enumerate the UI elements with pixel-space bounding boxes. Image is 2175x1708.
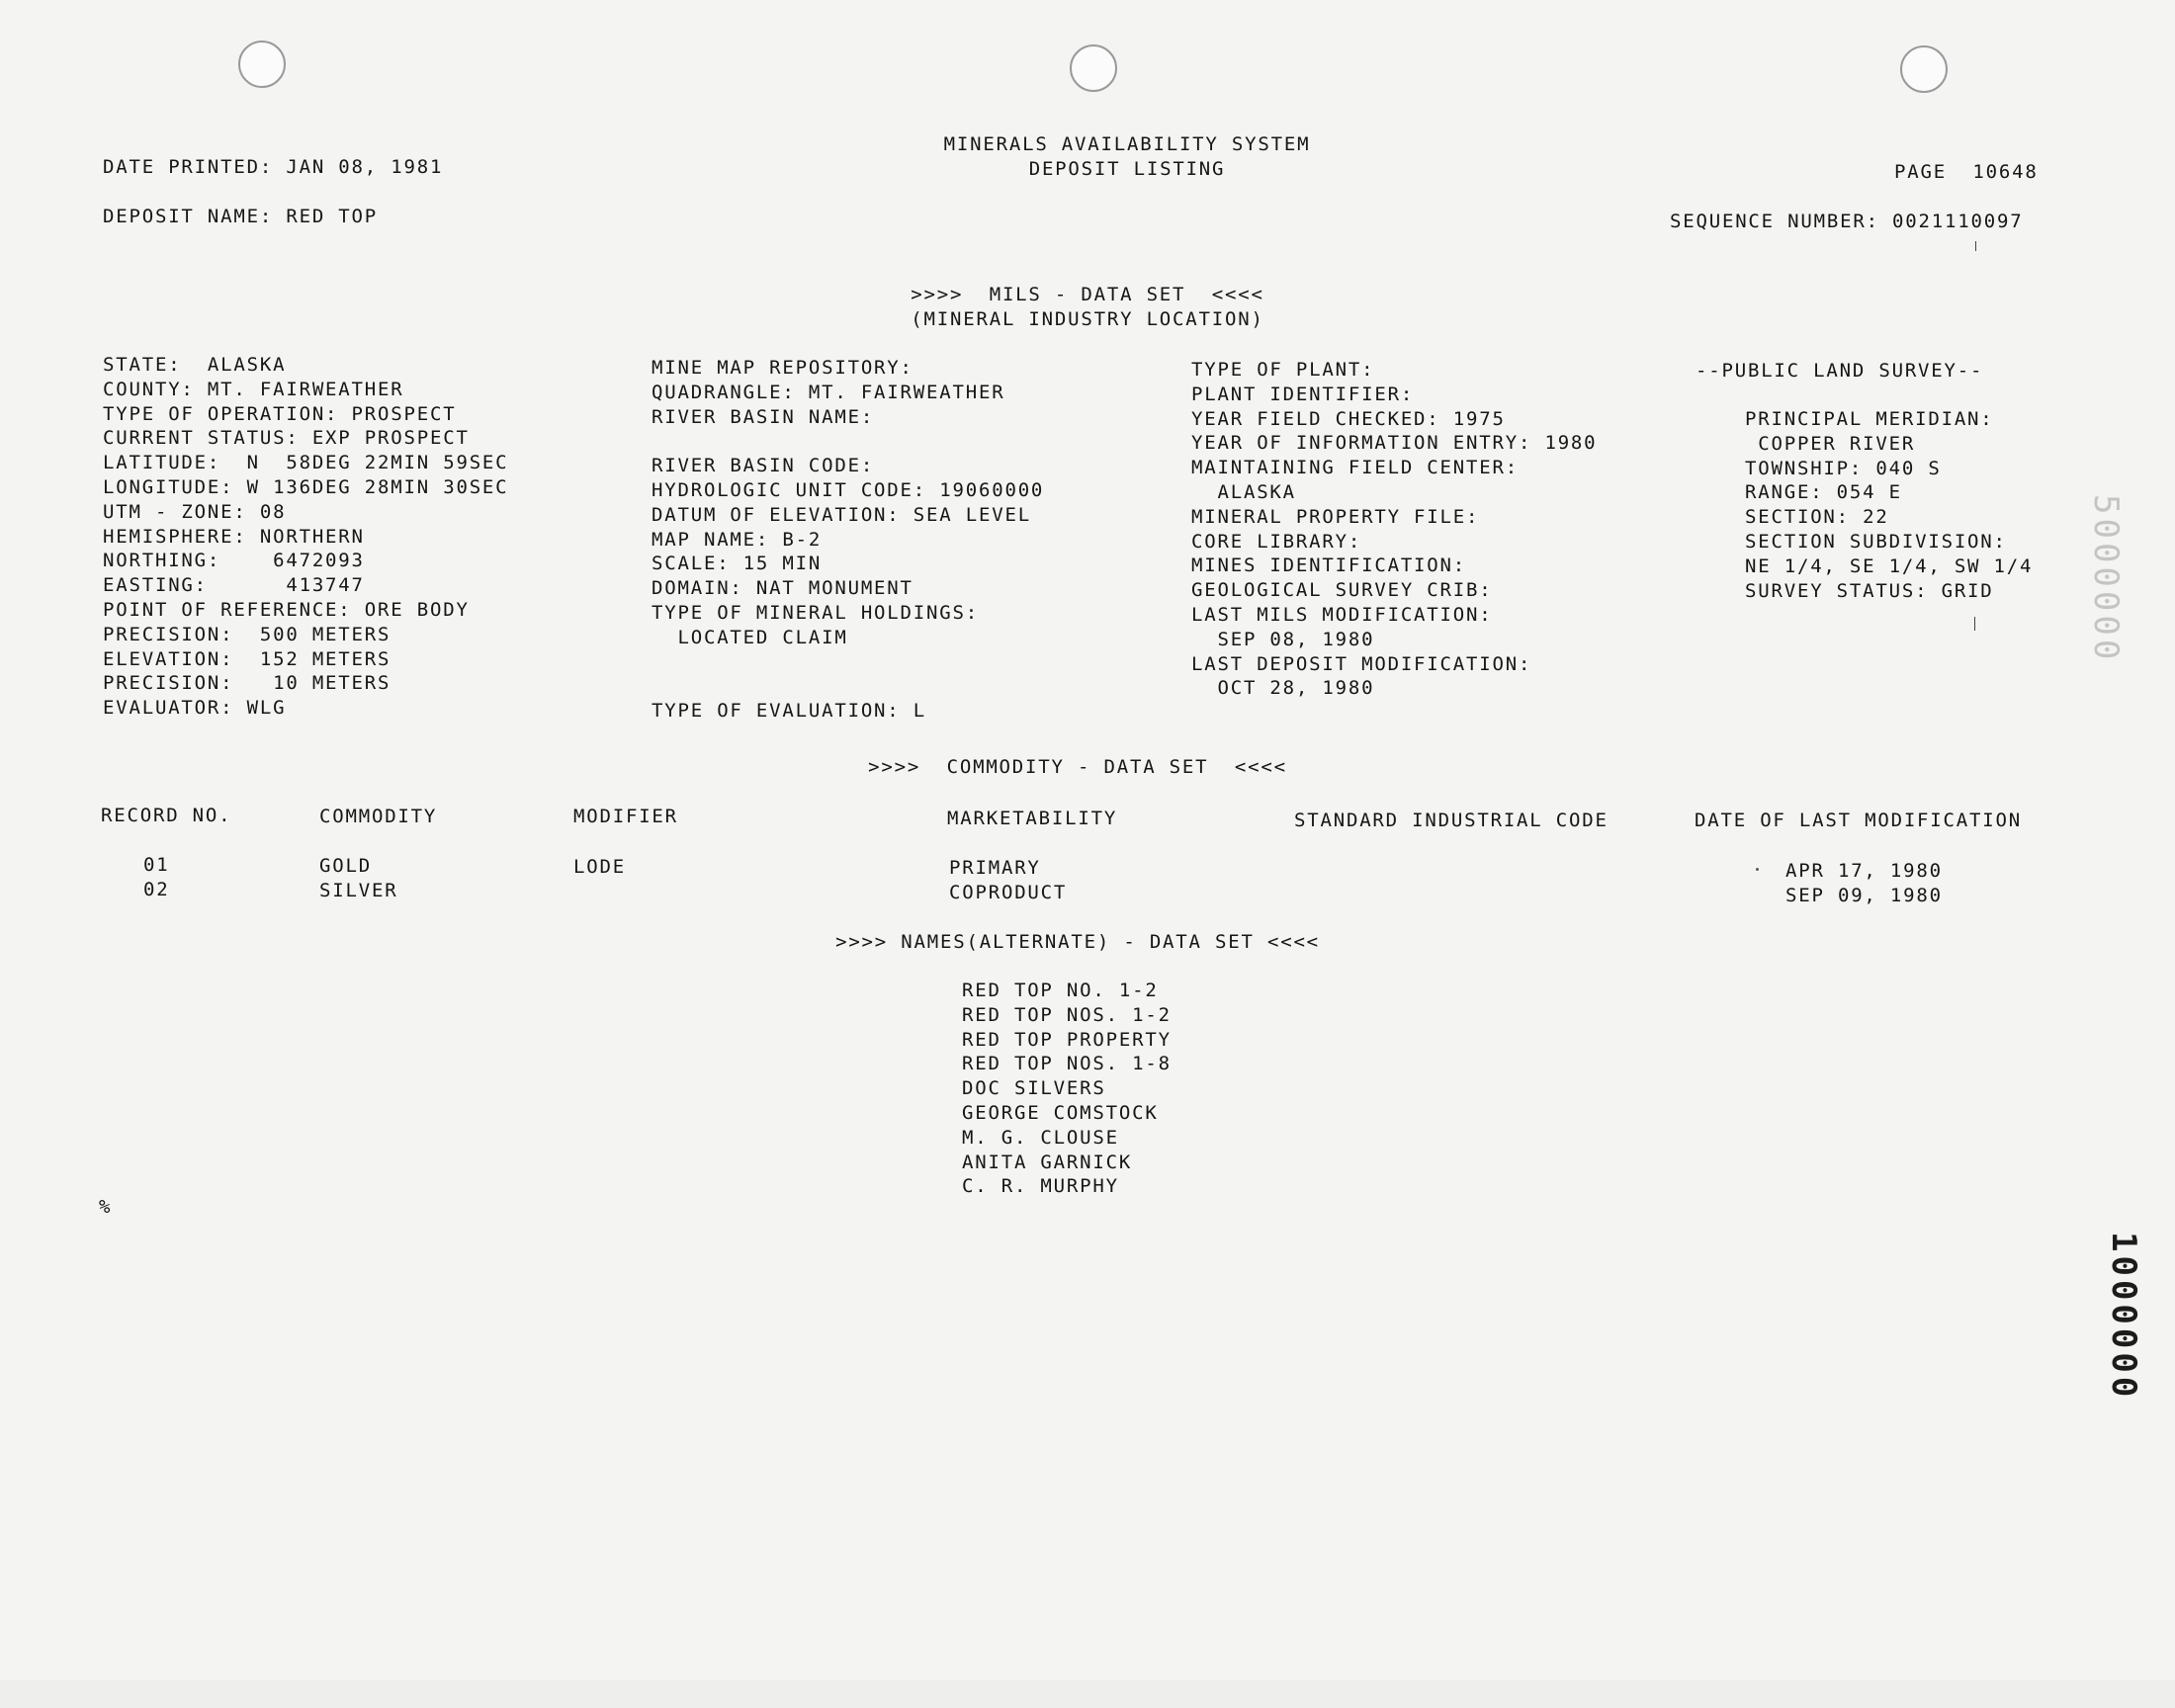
cell-date-modified: SEP 09, 1980 bbox=[1785, 885, 1943, 906]
field-last-mils-modification: LAST MILS MODIFICATION: bbox=[1191, 603, 1493, 626]
faint-stamp-number: 5000000 bbox=[2086, 494, 2126, 664]
mils-subtitle: (MINERAL INDUSTRY LOCATION) bbox=[911, 308, 1264, 330]
field-section-subdivision-value: NE 1/4, SE 1/4, SW 1/4 bbox=[1745, 555, 2034, 577]
listing-title: DEPOSIT LISTING bbox=[1028, 158, 1226, 180]
public-land-survey-column bbox=[1745, 407, 2033, 603]
field-operation-type: TYPE OF OPERATION: PROSPECT bbox=[103, 402, 457, 425]
cell-record: 01 bbox=[143, 854, 170, 876]
col-header-date-modified: DATE OF LAST MODIFICATION bbox=[1695, 810, 2022, 831]
col-header-record: RECORD NO. bbox=[101, 805, 232, 826]
sequence-number: SEQUENCE NUMBER: 0021110097 bbox=[1670, 211, 2024, 232]
field-mines-identification: MINES IDENTIFICATION: bbox=[1191, 555, 1467, 577]
spacer-line bbox=[652, 650, 1044, 675]
field-plant-type: TYPE OF PLANT: bbox=[1191, 359, 1375, 381]
system-title: MINERALS AVAILABILITY SYSTEM bbox=[943, 133, 1311, 155]
field-hemisphere: HEMISPHERE: NORTHERN bbox=[103, 525, 365, 548]
field-maintaining-field-center: MAINTAINING FIELD CENTER: bbox=[1191, 457, 1519, 479]
field-scale: SCALE: 15 MIN bbox=[652, 553, 823, 575]
cell-date-modified: APR 17, 1980 bbox=[1785, 860, 1943, 882]
binder-hole-right bbox=[1900, 45, 1948, 93]
field-evaluator: EVALUATOR: WLG bbox=[103, 697, 287, 720]
print-speck bbox=[1756, 868, 1759, 871]
list-item: M. G. CLOUSE bbox=[962, 1126, 1119, 1149]
list-item: RED TOP NO. 1-2 bbox=[962, 980, 1159, 1001]
col-header-marketability: MARKETABILITY bbox=[947, 808, 1118, 829]
col-header-modifier: MODIFIER bbox=[573, 806, 678, 827]
field-year-information-entry: YEAR OF INFORMATION ENTRY: 1980 bbox=[1191, 432, 1598, 455]
field-elevation: ELEVATION: 152 METERS bbox=[103, 647, 392, 670]
binder-hole-left bbox=[238, 41, 286, 88]
field-core-library: CORE LIBRARY: bbox=[1191, 530, 1362, 553]
list-item: ANITA GARNICK bbox=[962, 1151, 1133, 1173]
list-item: DOC SILVERS bbox=[962, 1077, 1106, 1100]
field-section-subdivision: SECTION SUBDIVISION: bbox=[1745, 530, 2007, 553]
field-precision-location: PRECISION: 500 METERS bbox=[103, 623, 392, 645]
field-mineral-property-file: MINERAL PROPERTY FILE: bbox=[1191, 505, 1480, 528]
field-township: TOWNSHIP: 040 S bbox=[1745, 457, 1942, 479]
names-title: >>>> NAMES(ALTERNATE) - DATA SET <<<< bbox=[835, 931, 1320, 953]
field-plant-identifier: PLANT IDENTIFIER: bbox=[1191, 383, 1415, 405]
field-easting: EASTING: 413747 bbox=[103, 574, 365, 597]
cell-record: 02 bbox=[143, 879, 170, 900]
field-last-mils-modification-date: SEP 08, 1980 bbox=[1191, 628, 1375, 650]
field-last-deposit-modification-date: OCT 28, 1980 bbox=[1191, 677, 1375, 700]
margin-tick bbox=[1974, 617, 1975, 631]
list-item: RED TOP NOS. 1-8 bbox=[962, 1053, 1172, 1075]
field-section: SECTION: 22 bbox=[1745, 506, 1889, 529]
margin-tick bbox=[1975, 241, 1976, 251]
field-current-status: CURRENT STATUS: EXP PROSPECT bbox=[103, 427, 470, 450]
stamped-page-number: 1000000 bbox=[2104, 1232, 2143, 1402]
field-latitude: LATITUDE: N 58DEG 22MIN 59SEC bbox=[103, 452, 509, 474]
field-quadrangle: QUADRANGLE: MT. FAIRWEATHER bbox=[652, 381, 1005, 403]
field-river-basin-name: RIVER BASIN NAME: bbox=[652, 405, 875, 428]
list-item: RED TOP NOS. 1-2 bbox=[962, 1003, 1172, 1026]
date-printed: DATE PRINTED: JAN 08, 1981 bbox=[103, 156, 444, 178]
list-item: RED TOP PROPERTY bbox=[962, 1028, 1172, 1051]
field-principal-meridian: PRINCIPAL MERIDIAN: bbox=[1745, 408, 1994, 430]
field-state: STATE: ALASKA bbox=[103, 354, 287, 376]
deposit-name: DEPOSIT NAME: RED TOP bbox=[103, 206, 379, 227]
alternate-names-list bbox=[962, 979, 1172, 1199]
list-item: GEORGE COMSTOCK bbox=[962, 1101, 1159, 1124]
cell-commodity: SILVER bbox=[319, 880, 398, 901]
page-number: PAGE 10648 bbox=[1894, 161, 2039, 183]
mils-map-column bbox=[652, 356, 1044, 724]
field-point-of-reference: POINT OF REFERENCE: ORE BODY bbox=[103, 598, 470, 621]
col-header-commodity: COMMODITY bbox=[319, 806, 438, 827]
field-river-basin-code: RIVER BASIN CODE: bbox=[652, 455, 875, 477]
commodity-title: >>>> COMMODITY - DATA SET <<<< bbox=[868, 756, 1287, 778]
field-datum-of-elevation: DATUM OF ELEVATION: SEA LEVEL bbox=[652, 503, 1031, 526]
field-northing: NORTHING: 6472093 bbox=[103, 550, 365, 572]
field-county: COUNTY: MT. FAIRWEATHER bbox=[103, 378, 404, 400]
field-mine-map-repository: MINE MAP REPOSITORY: bbox=[652, 357, 914, 379]
field-evaluation-type: TYPE OF EVALUATION: L bbox=[652, 700, 927, 723]
field-utm-zone: UTM - ZONE: 08 bbox=[103, 500, 287, 523]
field-principal-meridian-value: COPPER RIVER bbox=[1745, 432, 1916, 455]
field-mineral-holdings-type: TYPE OF MINERAL HOLDINGS: bbox=[652, 601, 979, 624]
spacer-line bbox=[652, 429, 1044, 454]
field-survey-status: SURVEY STATUS: GRID bbox=[1745, 579, 1994, 602]
field-range: RANGE: 054 E bbox=[1745, 481, 1902, 504]
field-mineral-holdings-value: LOCATED CLAIM bbox=[652, 626, 848, 648]
field-year-field-checked: YEAR FIELD CHECKED: 1975 bbox=[1191, 407, 1506, 430]
cell-marketability: PRIMARY bbox=[949, 857, 1041, 879]
public-land-survey-title: --PUBLIC LAND SURVEY-- bbox=[1696, 360, 1984, 382]
list-item: C. R. MURPHY bbox=[962, 1175, 1119, 1198]
mils-plant-column bbox=[1191, 358, 1597, 701]
field-precision-elevation: PRECISION: 10 METERS bbox=[103, 672, 392, 695]
footer-percent-mark: % bbox=[99, 1196, 113, 1218]
cell-commodity: GOLD bbox=[319, 855, 372, 877]
cell-modifier: LODE bbox=[573, 856, 626, 878]
field-last-deposit-modification: LAST DEPOSIT MODIFICATION: bbox=[1191, 652, 1532, 675]
col-header-sic: STANDARD INDUSTRIAL CODE bbox=[1294, 810, 1609, 831]
field-hydrologic-unit-code: HYDROLOGIC UNIT CODE: 19060000 bbox=[652, 478, 1045, 501]
spacer-line bbox=[652, 674, 1044, 699]
field-longitude: LONGITUDE: W 136DEG 28MIN 30SEC bbox=[103, 475, 509, 498]
field-field-center-value: ALASKA bbox=[1191, 480, 1296, 503]
field-domain: DOMAIN: NAT MONUMENT bbox=[652, 577, 914, 600]
field-map-name: MAP NAME: B-2 bbox=[652, 528, 823, 551]
cell-marketability: COPRODUCT bbox=[949, 882, 1068, 903]
mils-title: >>>> MILS - DATA SET <<<< bbox=[911, 284, 1264, 305]
mils-location-column bbox=[103, 353, 508, 721]
binder-hole-center bbox=[1070, 44, 1117, 92]
field-geological-survey-crib: GEOLOGICAL SURVEY CRIB: bbox=[1191, 579, 1493, 602]
